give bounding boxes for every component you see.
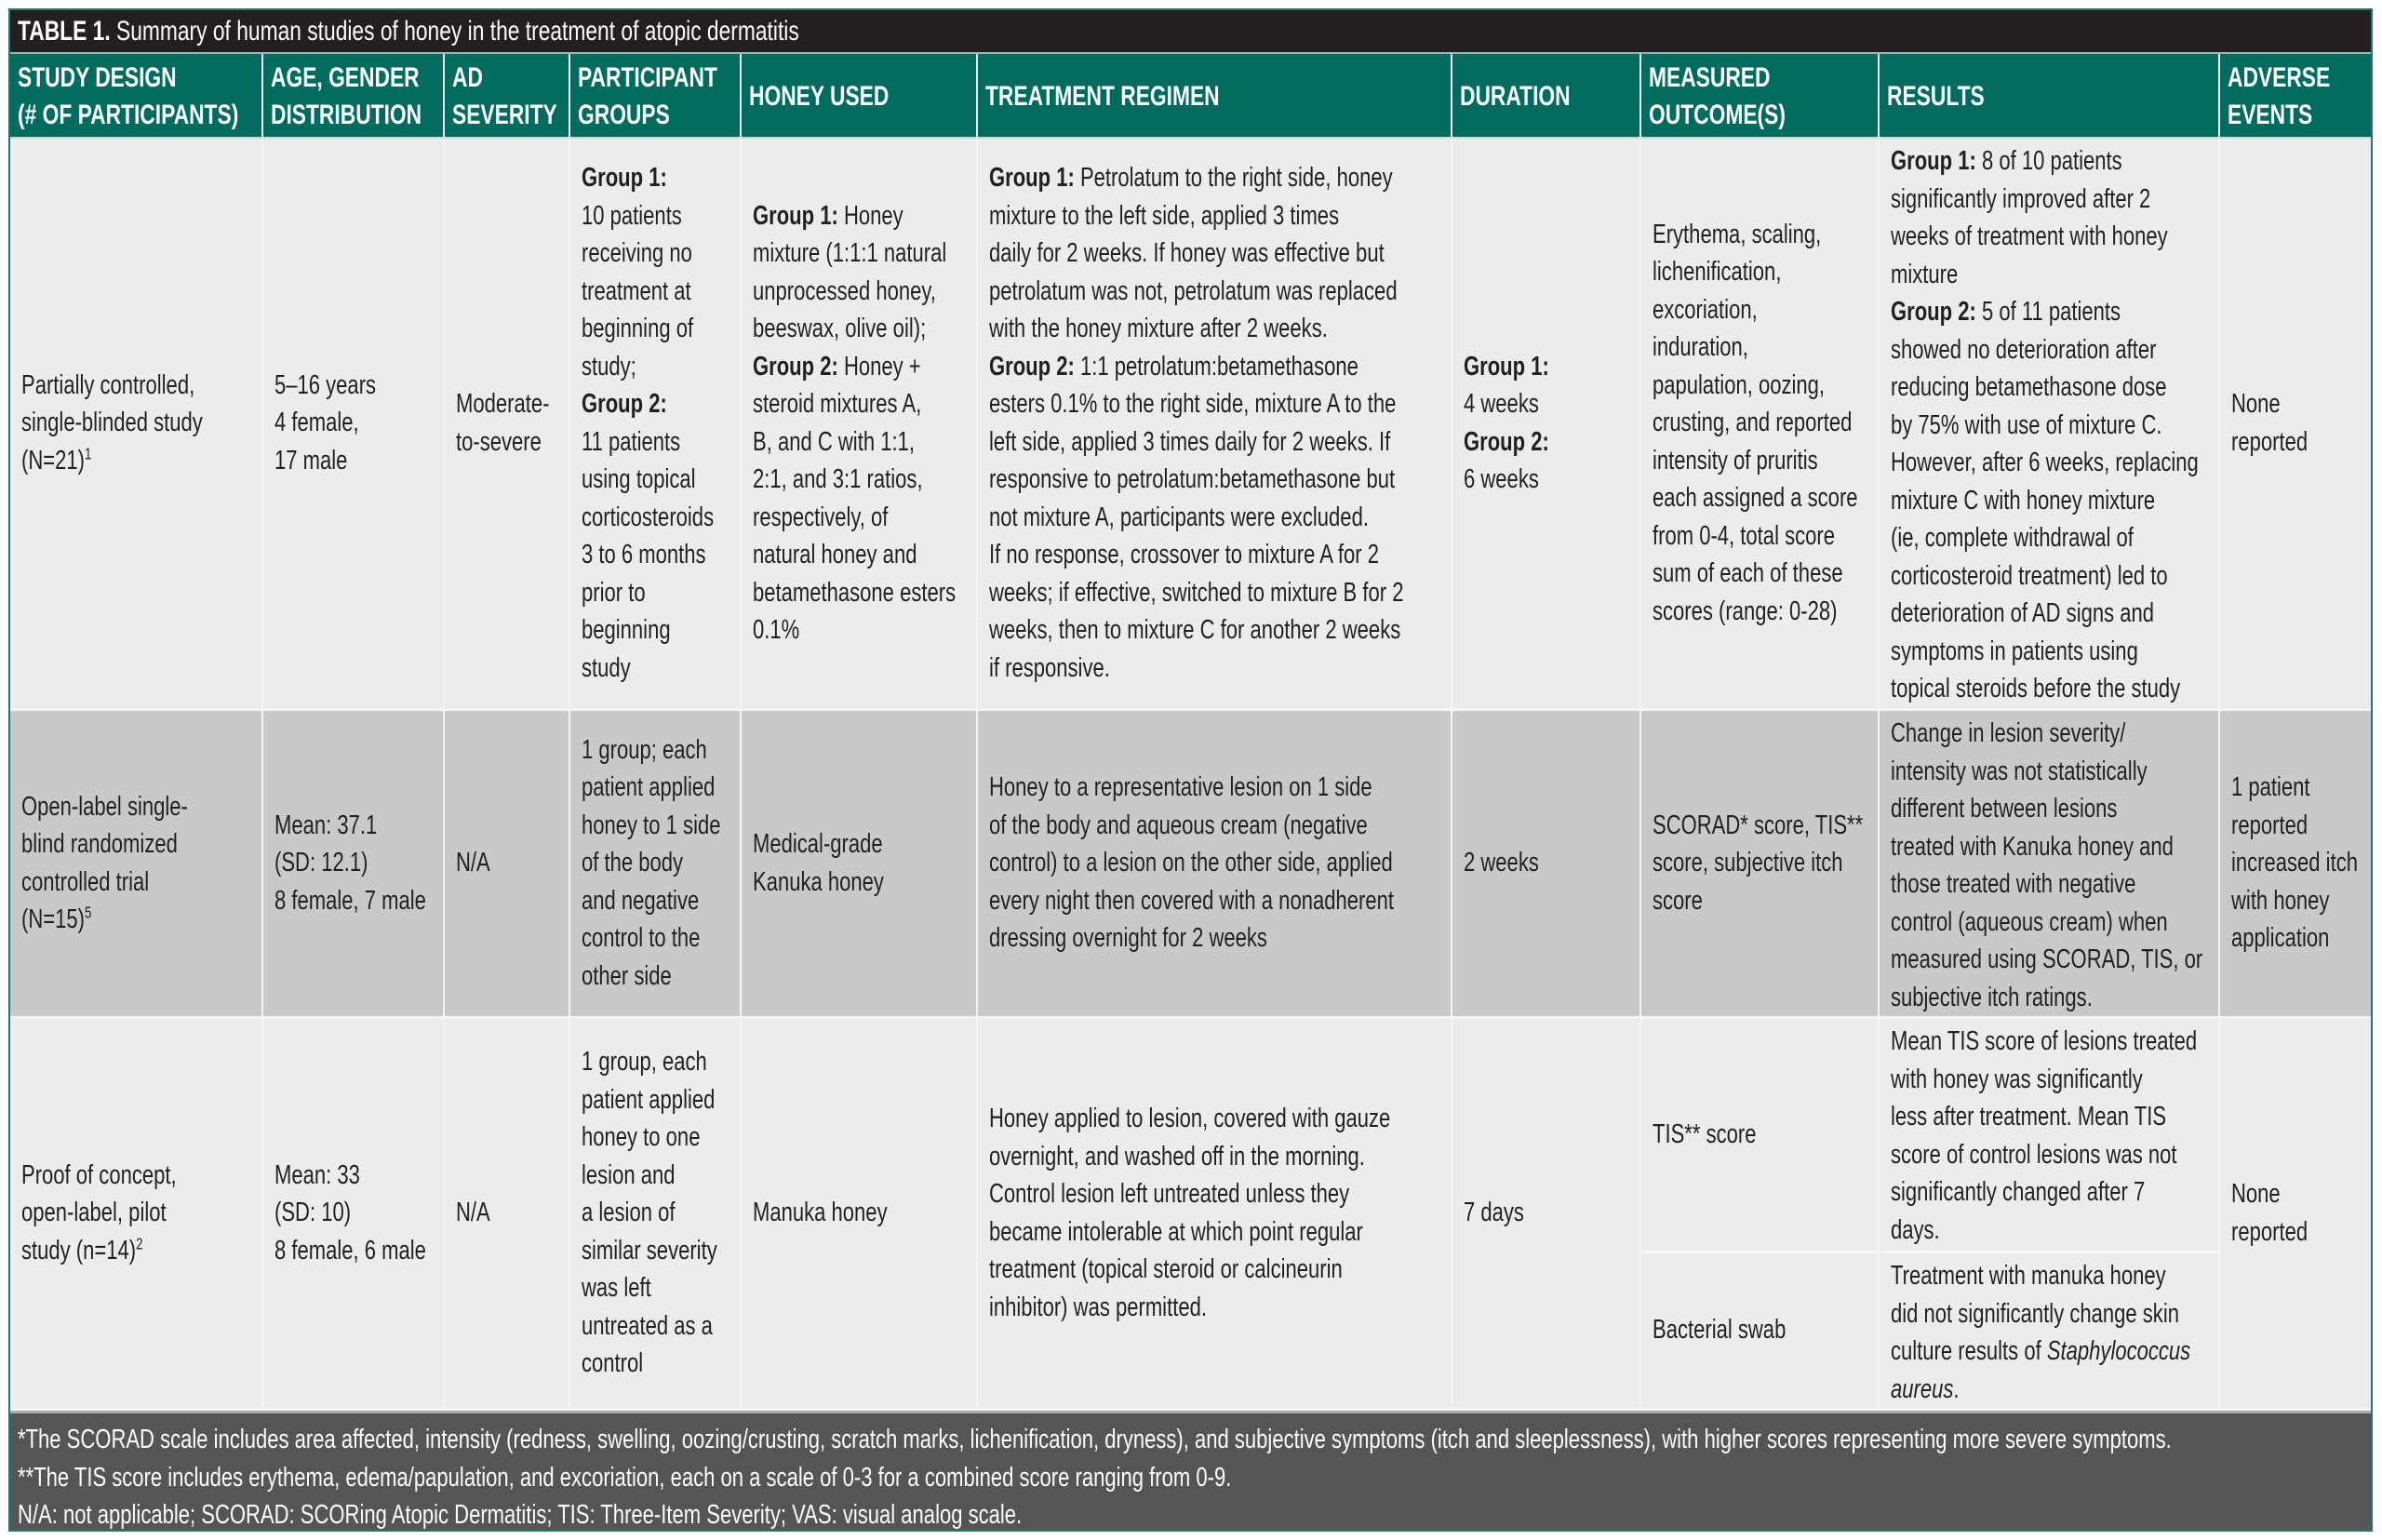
text: significantly improved after 2 — [1891, 183, 2151, 214]
text: (N=21) — [21, 445, 85, 475]
text: unprocessed honey, — [753, 275, 936, 306]
cell-results — [1880, 139, 2220, 711]
cell-ad-severity — [445, 711, 570, 1019]
header-participant-groups — [570, 54, 742, 139]
text: 10 patients — [582, 200, 682, 231]
text: single-blinded study — [21, 408, 203, 438]
header-text: TREATMENT REGIMEN — [985, 81, 1220, 112]
cell-line: increased itch — [2231, 848, 2358, 878]
text: 11 patients — [582, 426, 681, 457]
cell-line: SCORAD* score, TIS** — [1653, 810, 1864, 840]
table-caption: Summary of human studies of honey in the treatment of atopic dermatitis — [115, 16, 799, 47]
text: study — [582, 652, 631, 683]
text: weeks; if effective, switched to mixture B for 2 — [989, 577, 1404, 608]
cell-results — [1880, 711, 2220, 1019]
text: and negative — [582, 885, 700, 916]
cell-age-gender — [263, 711, 445, 1019]
text: Kanuka honey — [753, 866, 884, 897]
text: However, after 6 weeks, replacing — [1891, 448, 2199, 477]
cell-line: (SD: 10) — [274, 1198, 352, 1228]
text: 8 of 10 patients — [1975, 146, 2122, 176]
text: open-label, pilot — [21, 1198, 167, 1228]
text: Honey to a representative lesion on 1 side — [989, 772, 1372, 803]
header-text: ADVERSE — [2228, 62, 2331, 93]
text: 7 days — [1464, 1198, 1524, 1228]
text: betamethasone esters — [753, 577, 957, 608]
reference-superscript: 2 — [136, 1234, 143, 1253]
cell-age-gender — [263, 1019, 445, 1411]
text: B, and C with 1:1, — [753, 426, 915, 457]
text: (ie, complete withdrawal of — [1891, 523, 2134, 553]
text: 4 weeks — [1464, 389, 1539, 419]
text: those treated with negative — [1891, 869, 2136, 899]
header-study-design — [10, 54, 263, 139]
text: responsive to petrolatum:betamethasone but — [989, 464, 1396, 494]
text: less after treatment. Mean TIS — [1891, 1102, 2167, 1132]
text: measured using SCORAD, TIS, or — [1891, 944, 2203, 974]
text: weeks of treatment with honey — [1891, 221, 2168, 251]
header-text: EVENTS — [2228, 100, 2313, 130]
cell-line: with honey — [2231, 885, 2330, 916]
text: (N=15) — [21, 904, 85, 934]
header-text: SEVERITY — [452, 100, 557, 130]
cell-participant-groups — [570, 139, 742, 711]
cell-line: None — [2231, 389, 2281, 419]
bold-label: Group 1: — [582, 163, 667, 193]
text: showed no deterioration after — [1891, 334, 2157, 365]
text: blind randomized — [21, 829, 178, 859]
text: Control lesion left untreated unless they — [989, 1179, 1350, 1209]
text: reducing betamethasone dose — [1891, 372, 2167, 402]
header-text: OUTCOME(S) — [1649, 100, 1786, 130]
cell-age-gender — [263, 139, 445, 711]
reference-superscript: 1 — [84, 444, 92, 463]
text: 0.1% — [753, 615, 800, 645]
header-ad-severity — [445, 54, 570, 139]
cell-line: None — [2231, 1179, 2281, 1209]
text: study (n=14) — [21, 1235, 137, 1265]
cell-line: score, subjective itch — [1653, 848, 1843, 878]
cell-line: 8 female, 6 male — [274, 1235, 426, 1265]
bold-label: Group 2: — [753, 351, 838, 382]
text: honey to 1 side — [582, 810, 721, 840]
text: mixture to the left side, applied 3 times — [989, 200, 1340, 231]
text: of the body and aqueous cream (negative — [989, 810, 1368, 840]
cell-line: papulation, oozing, — [1653, 369, 1826, 400]
text: treatment (topical steroid or calcineurin — [989, 1254, 1343, 1284]
text: treatment at — [582, 275, 691, 306]
text: steroid mixtures A, — [753, 389, 922, 419]
footnote-scorad: *The SCORAD scale includes area affected, intensity (redness, swelling, oozing/crusting, scratch marks, lichenification, dryness), and subjective symptoms (itch and sleeplessness), with higher scores representing more severe symptoms. — [18, 1425, 2172, 1454]
cell-line: TIS** score — [1653, 1118, 1757, 1149]
text: 1 group; each — [582, 734, 707, 765]
text: 5 of 11 patients — [1975, 297, 2121, 327]
cell-adverse-events — [2220, 139, 2371, 711]
bold-label: Group 1: — [1464, 351, 1549, 382]
text: Honey + — [837, 351, 921, 382]
text: dressing overnight for 2 weeks — [989, 923, 1267, 954]
text: culture results of — [1891, 1336, 2047, 1366]
cell-adverse-events — [2220, 1019, 2371, 1411]
text: control) to a lesion on the other side, applied — [989, 848, 1393, 878]
text: symptoms in patients using — [1891, 636, 2138, 666]
text: Change in lesion severity/ — [1891, 718, 2126, 748]
text: control to the — [582, 923, 701, 954]
text: overnight, and washed off in the morning. — [989, 1141, 1365, 1172]
text: receiving no — [582, 238, 692, 268]
text: Open-label single- — [21, 791, 188, 822]
text: deterioration of AD signs and — [1891, 598, 2155, 628]
text: 2:1, and 3:1 ratios, — [753, 464, 923, 494]
header-age-gender — [263, 54, 445, 139]
text: Medical-grade — [753, 829, 883, 859]
cell-line: reported — [2231, 426, 2308, 457]
cell-measured-outcome — [1641, 1019, 1880, 1253]
table-title-bar — [10, 10, 2371, 54]
text: similar severity — [582, 1235, 717, 1265]
text: beeswax, olive oil); — [753, 314, 927, 343]
cell-line: each assigned a score — [1653, 483, 1858, 514]
table-frame — [8, 8, 2373, 1532]
text: Proof of concept, — [21, 1159, 177, 1190]
header-measured-outcomes — [1641, 54, 1880, 139]
cell-honey-used — [742, 1019, 978, 1411]
text: became intolerable at which point regular — [989, 1216, 1363, 1247]
cell-line: 4 female, — [274, 408, 359, 438]
cell-adverse-events — [2220, 711, 2371, 1019]
text: honey to one — [582, 1122, 701, 1153]
bold-label: Group 2: — [582, 389, 667, 419]
text: different between lesions — [1891, 794, 2118, 824]
cell-line: Bacterial swab — [1653, 1315, 1786, 1346]
header-text: DURATION — [1460, 81, 1571, 112]
cell-line: reported — [2231, 810, 2308, 840]
text: Partially controlled, — [21, 369, 195, 400]
text: 3 to 6 months — [582, 540, 706, 569]
text: study; — [582, 351, 636, 382]
text: patient applied — [582, 772, 716, 803]
text: days. — [1891, 1214, 1940, 1245]
text: 1:1 petrolatum:betamethasone — [1074, 351, 1358, 382]
text: with honey was significantly — [1891, 1064, 2143, 1094]
text: topical steroids before the study — [1891, 674, 2181, 703]
cell-treatment-regimen — [978, 139, 1452, 711]
cell-line: Moderate- — [456, 389, 550, 419]
text: intensity was not statistically — [1891, 756, 2148, 786]
header-text: MEASURED — [1649, 62, 1771, 93]
text: If no response, crossover to mixture A for 2 — [989, 540, 1379, 569]
text: of the body — [582, 848, 684, 878]
text: respectively, of — [753, 502, 889, 532]
cell-treatment-regimen — [978, 711, 1452, 1019]
text: if responsive. — [989, 652, 1110, 683]
text: significantly changed after 7 — [1891, 1177, 2146, 1207]
bold-label: Group 1: — [1891, 146, 1976, 176]
text: treated with Kanuka honey and — [1891, 831, 2174, 862]
text: 2 weeks — [1464, 848, 1539, 878]
cell-line: 8 female, 7 male — [274, 885, 426, 916]
header-text: AD — [452, 62, 483, 93]
cell-line: from 0-4, total score — [1653, 520, 1835, 551]
text: controlled trial — [21, 866, 150, 897]
text: not mixture A, participants were excluded. — [989, 502, 1369, 532]
cell-line: Mean: 33 — [274, 1159, 360, 1190]
text: corticosteroid treatment) led to — [1891, 560, 2168, 591]
text: mixture — [1891, 259, 1959, 289]
header-text: PARTICIPANT — [578, 62, 717, 93]
cell-study-design — [10, 711, 263, 1019]
text: 6 weeks — [1464, 464, 1539, 494]
cell-line: scores (range: 0-28) — [1653, 596, 1838, 626]
header-text: AGE, GENDER — [271, 62, 420, 93]
bold-label: Group 2: — [1464, 426, 1549, 457]
italic-text: aureus — [1891, 1373, 1954, 1404]
table-label: TABLE 1. — [18, 16, 111, 47]
cell-honey-used — [742, 711, 978, 1019]
cell-line: reported — [2231, 1216, 2308, 1247]
text: Petrolatum to the right side, honey — [1074, 163, 1393, 193]
text: every night then covered with a nonadherent — [989, 885, 1394, 916]
cell-duration — [1452, 139, 1641, 711]
cell-line: score — [1653, 885, 1703, 916]
text: daily for 2 weeks. If honey was effective but — [989, 238, 1385, 268]
text: score of control lesions was not — [1891, 1139, 2177, 1170]
cell-measured-outcome — [1641, 1253, 1880, 1411]
text: lesion and — [582, 1159, 676, 1190]
text: control (aqueous cream) when — [1891, 906, 2168, 937]
text: using topical — [582, 464, 696, 494]
header-duration — [1452, 54, 1641, 139]
cell-line: to-severe — [456, 426, 542, 457]
cell-treatment-regimen — [978, 1019, 1452, 1411]
text: by 75% with use of mixture C. — [1891, 409, 2162, 440]
footnote-tis: **The TIS score includes erythema, edema/papulation, and excoriation, each on a scale of 0-3 for a combined score ranging from 0-9. — [18, 1462, 1232, 1493]
text: Mean TIS score of lesions treated — [1891, 1026, 2198, 1056]
text: prior to — [582, 577, 646, 608]
reference-superscript: 5 — [84, 903, 92, 922]
footnote-abbreviations: N/A: not applicable; SCORAD: SCORing Atopic Dermatitis; TIS: Three-Item Severity; VAS: visual analog scale. — [18, 1500, 1023, 1530]
cell-line: excoriation, — [1653, 294, 1758, 325]
cell-line: intensity of pruritis — [1653, 445, 1818, 475]
cell-line: lichenification, — [1653, 257, 1782, 288]
cell-line: 5–16 years — [274, 369, 377, 400]
text: did not significantly change skin — [1891, 1298, 2179, 1329]
text: natural honey and — [753, 540, 917, 569]
text: inhibitor) was permitted. — [989, 1292, 1207, 1322]
cell-measured-outcome — [1641, 139, 1880, 711]
header-text: (# OF PARTICIPANTS) — [18, 100, 239, 130]
cell-results — [1880, 1253, 2220, 1411]
header-text: STUDY DESIGN — [18, 62, 177, 93]
cell-line: 1 patient — [2231, 772, 2310, 803]
cell-line: 17 male — [274, 445, 348, 475]
header-results — [1880, 54, 2220, 139]
text: mixture (1:1:1 natural — [753, 238, 947, 268]
text: 1 group, each — [582, 1047, 707, 1078]
text: other side — [582, 960, 672, 991]
bold-label: Group 1: — [753, 200, 838, 231]
cell-measured-outcome — [1641, 711, 1880, 1019]
cell-study-design — [10, 1019, 263, 1411]
text: Treatment with manuka honey — [1891, 1261, 2166, 1291]
bold-label: Group 2: — [989, 351, 1075, 382]
header-adverse-events — [2220, 54, 2371, 139]
text: was left — [582, 1273, 651, 1304]
text: Honey — [837, 200, 903, 231]
bold-label: Group 1: — [989, 163, 1075, 193]
text: subjective itch ratings. — [1891, 982, 2093, 1012]
text: Honey applied to lesion, covered with gauze — [989, 1104, 1391, 1133]
header-text: DISTRIBUTION — [271, 100, 422, 130]
cell-duration — [1452, 1019, 1641, 1411]
cell-ad-severity — [445, 139, 570, 711]
cell-line: Erythema, scaling, — [1653, 219, 1822, 249]
cell-line: N/A — [456, 1198, 490, 1228]
cell-line: induration, — [1653, 332, 1748, 363]
cell-line: application — [2231, 923, 2330, 954]
cell-line: (SD: 12.1) — [274, 848, 368, 878]
cell-results — [1880, 1019, 2220, 1253]
header-treatment-regimen — [978, 54, 1452, 139]
cell-participant-groups — [570, 1019, 742, 1411]
text: left side, applied 3 times daily for 2 weeks. If — [989, 426, 1391, 457]
cell-participant-groups — [570, 711, 742, 1019]
text: corticosteroids — [582, 502, 715, 532]
cell-ad-severity — [445, 1019, 570, 1411]
cell-line: crusting, and reported — [1653, 408, 1853, 438]
cell-duration — [1452, 711, 1641, 1019]
bold-label: Group 2: — [1891, 297, 1976, 327]
text: beginning of — [582, 314, 694, 343]
text: a lesion of — [582, 1198, 676, 1228]
text: Manuka honey — [753, 1198, 888, 1228]
text: petrolatum was not, petrolatum was replaced — [989, 275, 1398, 306]
text: control — [582, 1348, 644, 1379]
text: esters 0.1% to the right side, mixture A to the — [989, 389, 1397, 419]
table-footnotes — [10, 1411, 2371, 1530]
cell-honey-used — [742, 139, 978, 711]
cell-line: Mean: 37.1 — [274, 810, 378, 840]
text: . — [1953, 1373, 1960, 1404]
text: patient applied — [582, 1084, 716, 1115]
text: mixture C with honey mixture — [1891, 485, 2156, 516]
text: untreated as a — [582, 1310, 713, 1341]
cell-line: N/A — [456, 848, 490, 878]
header-text: HONEY USED — [749, 81, 890, 112]
text: with the honey mixture after 2 weeks. — [989, 314, 1328, 343]
text: weeks, then to mixture C for another 2 weeks — [989, 615, 1401, 645]
italic-text: Staphylococcus — [2046, 1336, 2191, 1366]
header-text: GROUPS — [578, 100, 670, 130]
header-text: RESULTS — [1887, 81, 1985, 112]
header-honey-used — [742, 54, 978, 139]
cell-line: sum of each of these — [1653, 558, 1843, 589]
cell-study-design — [10, 139, 263, 711]
text: beginning — [582, 615, 671, 645]
